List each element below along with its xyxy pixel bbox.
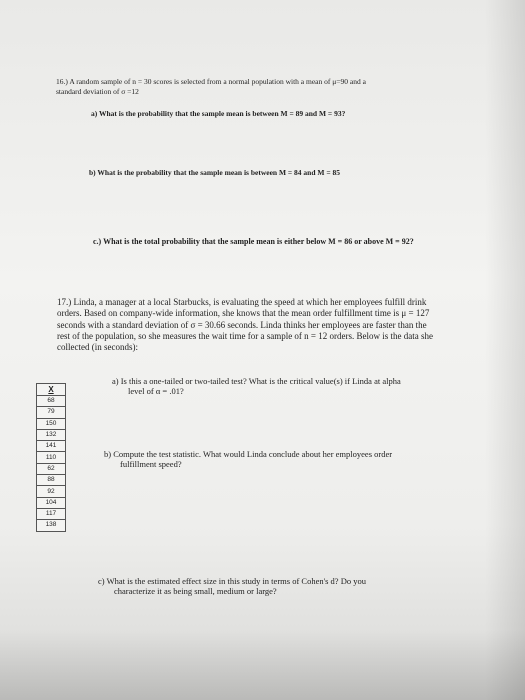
table-cell: 132 [37,429,66,440]
table-cell: 88 [37,475,66,486]
data-table [36,383,66,532]
table-cell: 92 [37,486,66,497]
table-cell: 150 [37,418,66,429]
q17-line-3: seconds with a standard deviation of σ = 30.66 seconds. Linda thinks her employees are faster than the [57,319,427,330]
page-shadow-right [485,0,525,700]
table-cell: 117 [37,508,66,519]
question-16c: c.) What is the total probability that the sample mean is either below M = 86 or above M = 92? [93,237,414,246]
table-cell: 141 [37,441,66,452]
q17-line-4: rest of the population, so she measures the wait time for a sample of n = 12 orders. Below is the data she [57,331,433,342]
table-cell: 104 [37,497,66,508]
table-cell: 79 [37,407,66,418]
question-16-prompt [56,78,366,97]
table-cell: 138 [37,520,66,531]
q17b-line-1: b) Compute the test statistic. What would Linda conclude about her employees order [104,449,393,459]
page-shadow-bottom [0,630,525,700]
table-cell: 110 [37,452,66,463]
table-cell: 68 [37,396,66,407]
question-16b: b) What is the probability that the sample mean is between M = 84 and M = 85 [89,168,340,177]
table-cell: 62 [37,463,66,474]
q16-line-2: standard deviation of σ =12 [56,86,139,96]
q17-line-2: orders. Based on company-wide information, she knows that the mean order fulfillment time is μ = 127 [57,308,430,319]
q17c-line-1: c) What is the estimated effect size in this study in terms of Cohen's d? Do you [98,576,366,586]
question-17b [104,450,392,470]
question-17-prompt [57,297,433,354]
q17c-line-2: characterize it as being small, medium or large? [114,585,277,596]
q17b-line-2: fulfillment speed? [120,458,182,469]
q17-line-1: 17.) Linda, a manager at a local Starbucks, is evaluating the speed at which her employees fulfill drink [57,297,427,307]
q17-line-5: collected (in seconds): [57,342,138,353]
question-16a: a) What is the probability that the sample mean is between M = 89 and M = 93? [91,109,346,118]
q17a-line-1: a) Is this a one-tailed or two-tailed test? What is the critical value(s) if Linda at alpha [112,376,401,386]
question-17c [98,577,366,597]
q16-line-1: 16.) A random sample of n = 30 scores is selected from a normal population with a mean of μ=90 and a [56,77,366,86]
q17a-line-2: level of α = .01? [128,385,184,396]
table-header-x: X [37,384,66,396]
question-17a [112,377,401,397]
